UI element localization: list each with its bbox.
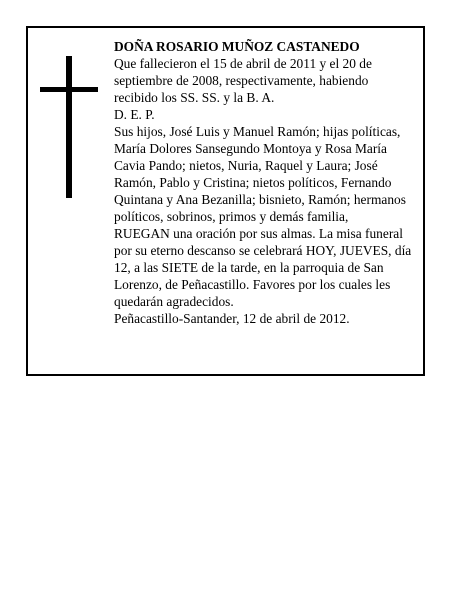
notice-line: María Dolores Sansegundo Montoya y Rosa María — [114, 141, 387, 156]
cross-vertical-bar — [66, 56, 72, 198]
rest-in-peace: D. E. P. — [114, 107, 155, 122]
notice-line: Sus hijos, José Luis y Manuel Ramón; hijas políticas, — [114, 124, 401, 139]
notice-line: Ramón, Pablo y Cristina; nietos políticos, Fernando — [114, 175, 392, 190]
notice-line: políticos, sobrinos, primos y demás familia, — [114, 209, 349, 224]
notice-line: RUEGAN una oración por sus almas. La misa funeral — [114, 226, 403, 241]
deceased-name: DOÑA ROSARIO MUÑOZ CASTANEDO — [114, 39, 360, 54]
notice-body — [114, 38, 414, 327]
notice-line: recibido los SS. SS. y la B. A. — [114, 90, 275, 105]
blank-page-area — [0, 378, 464, 600]
notice-line: Lorenzo, de Peñacastillo. Favores por los cuales les — [114, 277, 391, 292]
notice-line: Que fallecieron el 15 de abril de 2011 y el 20 de — [114, 56, 372, 71]
notice-line: Cavia Pando; nietos, Nuria, Raquel y Laura; José — [114, 158, 378, 173]
notice-line: por su eterno descanso se celebrará HOY, JUEVES, día — [114, 243, 412, 258]
notice-line: Quintana y Ana Bezanilla; bisnieto, Ramón; hermanos — [114, 192, 406, 207]
notice-line: quedarán agradecidos. — [114, 294, 234, 309]
cross-horizontal-bar — [40, 87, 98, 92]
latin-cross-icon — [40, 56, 98, 198]
notice-line: septiembre de 2008, respectivamente, habiendo — [114, 73, 369, 88]
obituary-notice — [26, 26, 425, 376]
notice-line: 12, a las SIETE de la tarde, en la parroquia de San — [114, 260, 384, 275]
place-and-date: Peñacastillo-Santander, 12 de abril de 2012. — [114, 311, 350, 326]
